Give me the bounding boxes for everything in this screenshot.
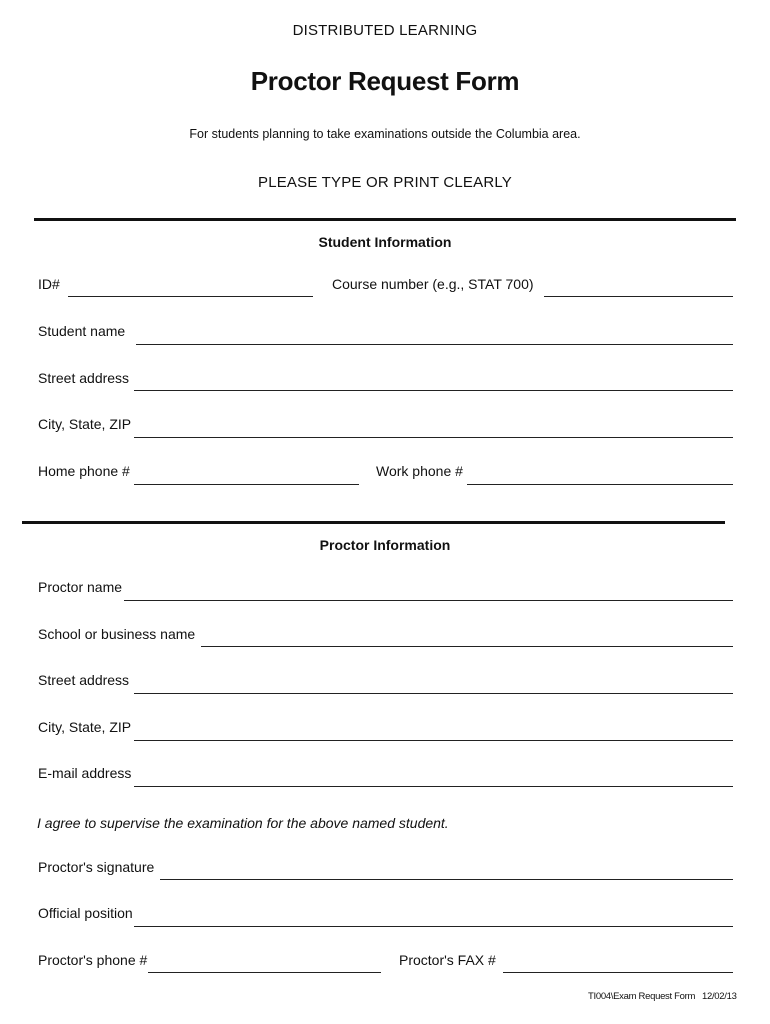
school-business-label: School or business name (38, 626, 196, 642)
course-number-label: Course number (e.g., STAT 700) (332, 276, 534, 292)
home-phone-label: Home phone # (38, 463, 130, 479)
proctor-street-label: Street address (38, 672, 130, 688)
proctor-city-field[interactable] (134, 728, 733, 741)
print-instruction: PLEASE TYPE OR PRINT CLEARLY (257, 174, 513, 191)
official-position-field[interactable] (134, 914, 733, 927)
id-label: ID# (38, 276, 60, 292)
work-phone-field[interactable] (467, 472, 733, 485)
form-subtitle: For students planning to take examinations outside the Columbia area. (189, 127, 581, 141)
home-phone-field[interactable] (134, 472, 359, 485)
form-id: TI004\Exam Request Form (588, 991, 696, 1002)
proctor-name-field[interactable] (124, 588, 733, 601)
proctor-fax-field[interactable] (503, 960, 733, 973)
proctor-phone-label: Proctor's phone # (38, 952, 148, 968)
section-divider-student (34, 218, 736, 221)
school-business-field[interactable] (201, 634, 733, 647)
student-name-field[interactable] (136, 332, 733, 345)
student-name-label: Student name (38, 323, 126, 339)
student-street-field[interactable] (134, 378, 733, 391)
proctor-section-heading: Proctor Information (319, 537, 451, 553)
agreement-statement: I agree to supervise the examination for the above named student. (37, 815, 449, 831)
student-street-label: Street address (38, 370, 130, 386)
page-title: Proctor Request Form (250, 66, 520, 96)
proctor-name-label: Proctor name (38, 579, 123, 595)
email-label: E-mail address (38, 765, 132, 781)
section-divider-proctor (22, 521, 725, 524)
signature-field[interactable] (160, 867, 733, 880)
student-city-field[interactable] (134, 425, 733, 438)
department-heading: DISTRIBUTED LEARNING (292, 22, 478, 39)
id-field[interactable] (68, 284, 313, 297)
official-position-label: Official position (38, 905, 133, 921)
course-number-field[interactable] (544, 284, 733, 297)
proctor-city-label: City, State, ZIP (38, 719, 132, 735)
student-city-label: City, State, ZIP (38, 416, 132, 432)
proctor-street-field[interactable] (134, 681, 733, 694)
signature-label: Proctor's signature (38, 859, 155, 875)
student-section-heading: Student Information (318, 234, 452, 250)
work-phone-label: Work phone # (376, 463, 463, 479)
proctor-fax-label: Proctor's FAX # (399, 952, 496, 968)
form-date: 12/02/13 (702, 991, 737, 1002)
proctor-phone-field[interactable] (148, 960, 381, 973)
email-field[interactable] (134, 774, 733, 787)
